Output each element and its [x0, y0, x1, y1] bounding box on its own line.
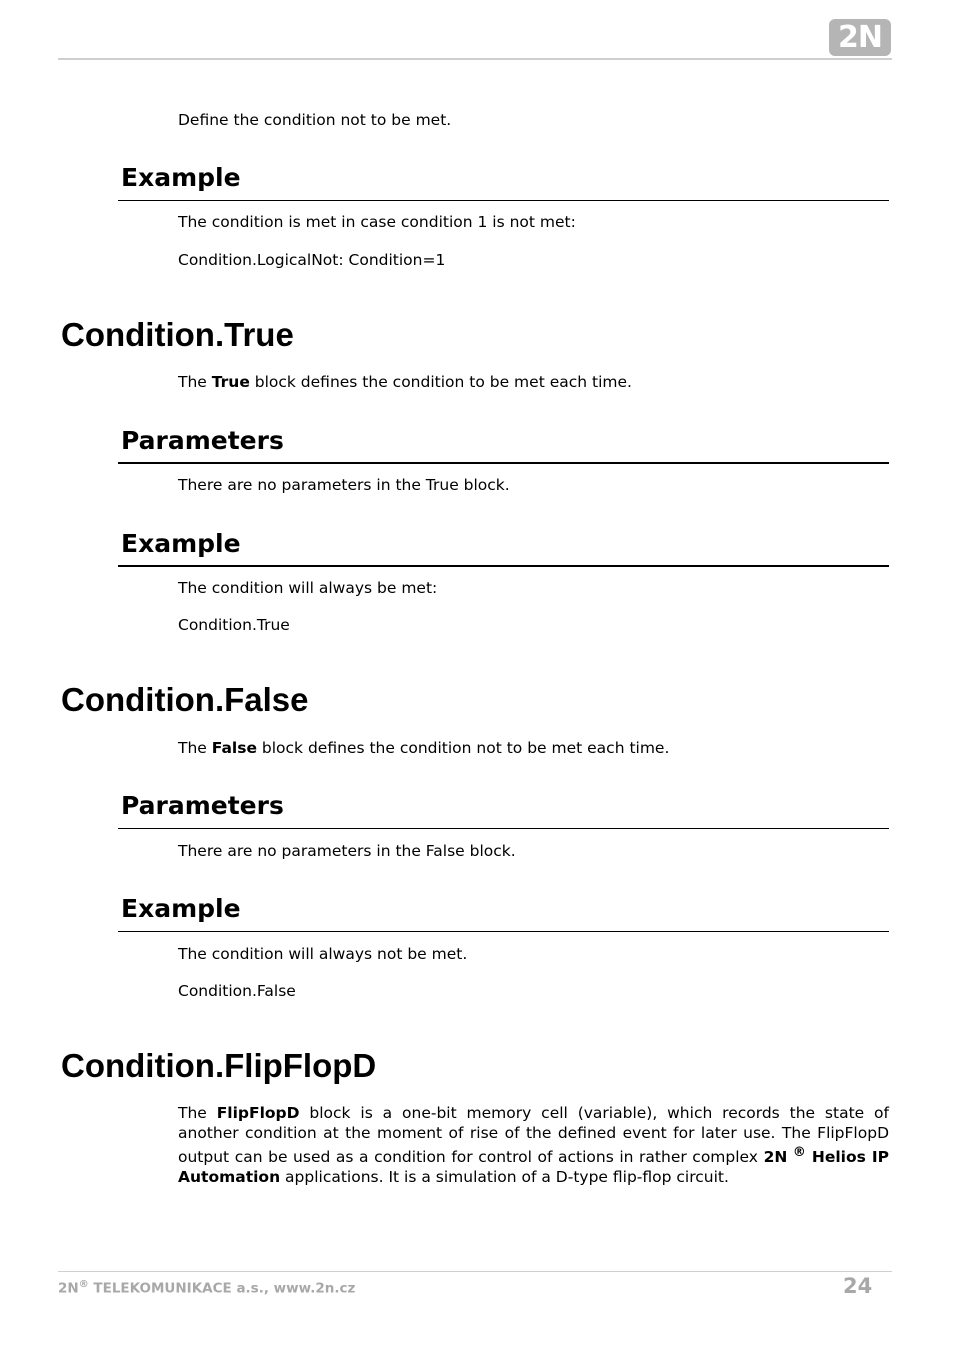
- parameters-text: There are no parameters in the True block.: [178, 476, 510, 494]
- true-keyword: True: [211, 373, 250, 391]
- parameters-text: There are no parameters in the False block.: [178, 842, 516, 860]
- example-text: The condition will always not be met.: [178, 945, 468, 963]
- heading-rule: [118, 931, 889, 932]
- heading-rule: [118, 828, 889, 829]
- example-text: The condition will always be met:: [178, 579, 438, 597]
- section-title-false: Condition.False: [61, 681, 309, 718]
- product-name: Helios IP Automation: [178, 1148, 889, 1187]
- header-divider: [58, 58, 892, 60]
- intro-text: Define the condition not to be met.: [178, 111, 452, 129]
- example-code: Condition.False: [178, 982, 296, 1000]
- footer-company: 2N® TELEKOMUNIKACE a.s., www.2n.cz: [58, 1279, 356, 1297]
- example-code: Condition.LogicalNot: Condition=1: [178, 251, 446, 269]
- false-keyword: False: [211, 739, 257, 757]
- section-title-flipflopd: Condition.FlipFlopD: [61, 1047, 377, 1084]
- flipflopd-description: The FlipFlopD block is a one-bit memory cell (variable), which records the state of another condition at the moment of rise of the defined event for later use. The FlipFlopD output can be used as a condition for control of actions in rather complex 2N ® Helios IP Automation applications. It is a simulation of a D-type flip-flop circuit.: [178, 1104, 889, 1187]
- example-heading: Example: [121, 529, 241, 558]
- section-title-true: Condition.True: [61, 316, 294, 353]
- false-description: The False block defines the condition not to be met each time.: [178, 739, 670, 757]
- example-code: Condition.True: [178, 616, 290, 634]
- example-heading: Example: [121, 894, 241, 923]
- company-logo: 2N: [829, 19, 891, 56]
- example-text: The condition is met in case condition 1 is not met:: [178, 213, 576, 231]
- true-description: The True block defines the condition to be met each time.: [178, 373, 632, 391]
- heading-rule: [118, 565, 889, 567]
- heading-rule: [118, 462, 889, 464]
- example-heading: Example: [121, 163, 241, 192]
- flipflopd-keyword: FlipFlopD: [216, 1104, 300, 1122]
- heading-rule: [118, 200, 889, 201]
- parameters-heading: Parameters: [121, 426, 284, 455]
- parameters-heading: Parameters: [121, 791, 284, 820]
- page-number: 24: [843, 1274, 873, 1298]
- footer-divider: [58, 1271, 892, 1272]
